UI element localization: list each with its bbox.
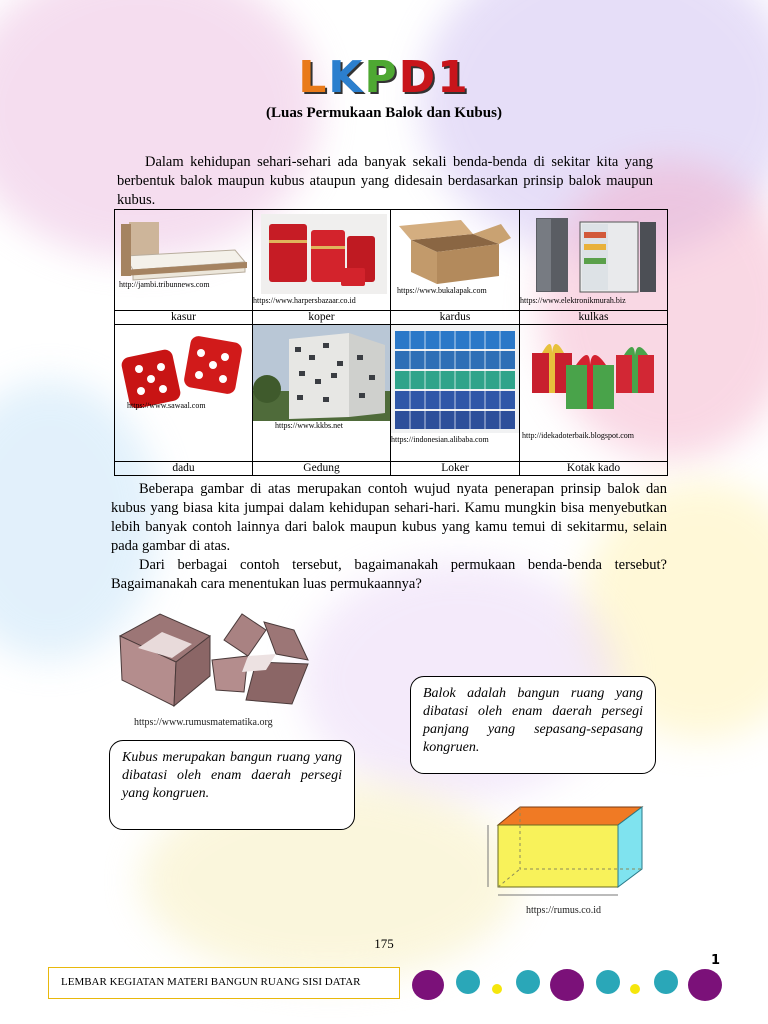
title-letter: K <box>328 52 365 103</box>
locker-image <box>391 325 519 461</box>
decor-dot <box>456 970 480 994</box>
image-source[interactable]: https://www.bukalapak.com <box>397 286 487 295</box>
decor-dot <box>492 984 502 994</box>
dice-image <box>115 325 252 461</box>
gift-box-image <box>520 325 667 461</box>
item-label: Gedung <box>303 462 340 474</box>
cube-figure-source[interactable]: https://www.rumusmatematika.org <box>134 717 273 728</box>
page-title <box>0 52 768 103</box>
item-label: kardus <box>439 311 471 323</box>
item-label: kulkas <box>578 311 609 323</box>
cardboard-box-image <box>391 210 519 310</box>
item-label: dadu <box>172 462 195 474</box>
footer-label: LEMBAR KEGIATAN MATERI BANGUN RUANG SISI DATAR <box>48 967 400 999</box>
decor-dot <box>516 970 540 994</box>
body-paragraph: Beberapa gambar di atas merupakan contoh wujud nyata penerapan prinsip balok dan kubus yang biasa kita jumpai dalam kehidupan sehari-hari. Kamu mungkin bisa menyebutkan lebih banyak contoh lainnya dari balok maupun kubus yang kamu temui di sekitarmu, selain pada gambar di atas. <box>111 481 667 554</box>
decor-dot <box>654 970 678 994</box>
page-number: 175 <box>374 936 394 951</box>
refrigerator-image <box>520 210 667 310</box>
decor-dot <box>630 984 640 994</box>
image-source[interactable]: https://www.kkbs.net <box>275 421 343 430</box>
decor-dot <box>596 970 620 994</box>
intro-paragraph: Dalam kehidupan sehari-sehari ada banyak sekali benda-benda di sekitar kita yang berbentuk balok maupun kubus ataupun yang didesain berdasarkan prinsip balok maupun kubus. <box>117 154 653 208</box>
title-letter: L <box>298 52 329 103</box>
item-label: Loker <box>441 462 469 474</box>
title-letter: D <box>398 52 438 103</box>
cuboid-figure-source[interactable]: https://rumus.co.id <box>526 905 601 916</box>
image-source[interactable]: http://jambi.tribunnews.com <box>119 280 210 289</box>
suitcase-image <box>253 210 390 310</box>
sheet-number: 1 <box>710 953 720 968</box>
title-letter: P <box>364 52 399 103</box>
kubus-definition-callout: Kubus merupakan bangun ruang yang dibatasi oleh enam daerah persegi yang kongruen. <box>109 740 355 830</box>
item-label: kasur <box>171 311 196 323</box>
cuboid-figure <box>480 803 660 903</box>
title-letter: 1 <box>437 52 470 103</box>
building-image <box>253 325 390 461</box>
cube-net-figure <box>116 610 316 710</box>
image-source[interactable]: https://www.elektronikmurah.biz <box>520 296 626 305</box>
image-source[interactable]: http://idekadoterbaik.blogspot.com <box>522 431 634 440</box>
image-source[interactable]: https://www.harpersbazaar.co.id <box>253 296 356 305</box>
decor-dot <box>688 969 722 1001</box>
subtitle: (Luas Permukaan Balok dan Kubus) <box>266 105 502 121</box>
item-label: Kotak kado <box>566 462 621 474</box>
body-paragraph: Dari berbagai contoh tersebut, bagaimanakah permukaan benda-benda tersebut? Bagaimanakah cara menentukan luas permukaannya? <box>111 557 667 592</box>
balok-definition-callout: Balok adalah bangun ruang yang dibatasi oleh enam daerah persegi panjang yang sepasang-sepasang kongruen. <box>410 676 656 774</box>
image-source[interactable]: https://indonesian.alibaba.com <box>391 435 489 444</box>
decor-dot <box>550 969 584 1001</box>
decor-dot <box>412 970 444 1000</box>
image-source[interactable]: https://www.sawaal.com <box>127 401 206 410</box>
example-gallery <box>114 209 668 476</box>
bed-image <box>115 210 252 310</box>
item-label: koper <box>308 311 335 323</box>
